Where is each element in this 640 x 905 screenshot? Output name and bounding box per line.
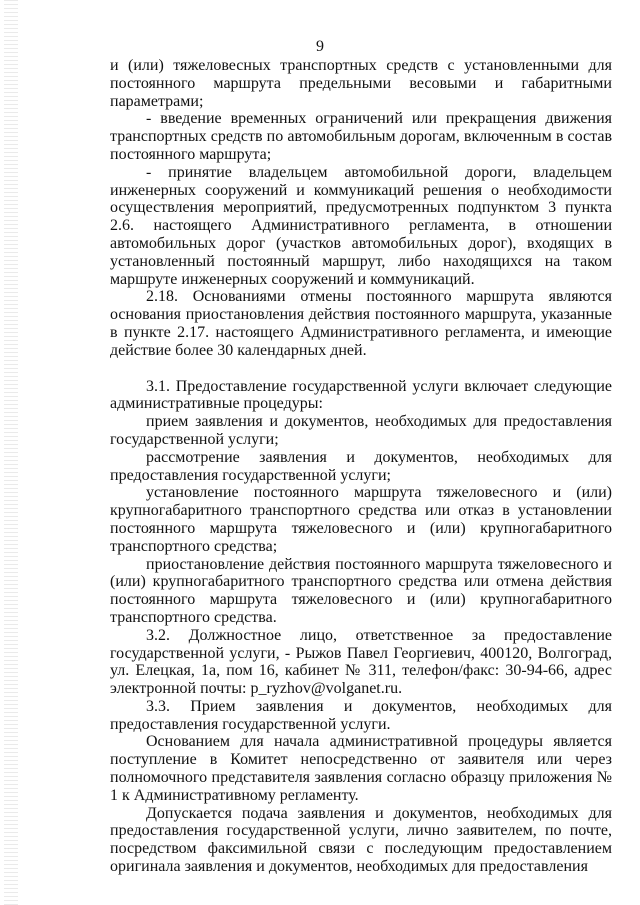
document-body xyxy=(110,57,612,876)
paragraph-3: - принятие владельцем автомобильной дороги, владельцем инженерных сооружений и коммуникаций решения о необходимости осуществления мероприятий, предусмотренных подпунктом 3 пункта 2.6. настоящего Административного регламента, в отношении автомобильных дорог (участков автомобильных дорог), входящих в установленный постоянный маршрут, либо находящихся на таком маршруте инженерных сооружений и коммуникаций. xyxy=(110,163,612,288)
paragraph-12: Основанием для начала административной процедуры является поступление в Комитет непосредственно от заявителя или через полномочного представителя заявления согласно образцу приложения № 1 к Административному регламенту. xyxy=(110,733,612,804)
paragraph-4: 2.18. Основаниями отмены постоянного маршрута являются основания приостановления действия постоянного маршрута, указанные в пункте 2.17. настоящего Административного регламента, и имеющие действие более 30 календарных дней. xyxy=(110,288,612,359)
paragraph-10: 3.2. Должностное лицо, ответственное за предоставление государственной услуги, - Рыжов Павел Георгиевич, 400120, Волгоград, ул. Елецкая, 1а, пом 16, кабинет № 311, телефон/факс: 30-94-66, адрес электронной почты: p_ryzhov@volganet.ru. xyxy=(110,626,612,698)
binding-edge xyxy=(4,0,18,905)
paragraph-1: и (или) тяжеловесных транспортных средств с установленными для постоянного маршрута предельными весовыми и габаритными параметрами; xyxy=(110,57,612,110)
paragraph-2: - введение временных ограничений или прекращения движения транспортных средств по автомобильным дорогам, включенным в состав постоянного маршрута; xyxy=(110,110,612,163)
paragraph-11: 3.3. Прием заявления и документов, необходимых для предоставления государственной услуги. xyxy=(110,697,612,733)
paragraph-8: установление постоянного маршрута тяжеловесного и (или) крупногабаритного транспортного средства или отказ в установлении постоянного маршрута тяжеловесного и (или) крупногабаритного транспортного средства; xyxy=(110,484,612,555)
paragraph-5: 3.1. Предоставление государственной услуги включает следующие административные процедуры: xyxy=(110,377,612,413)
paragraph-13: Допускается подача заявления и документов, необходимых для предоставления государственной услуги, лично заявителем, по почте, посредством факсимильной связи с последующим предоставлением оригинала заявления и документов, необходимых для предоставления xyxy=(110,804,612,876)
page-number: 9 xyxy=(316,38,324,55)
paragraph-9: приостановление действия постоянного маршрута тяжеловесного и (или) крупногабаритного транспортного средства или отмена действия постоянного маршрута тяжеловесного и (или) крупногабаритного транспортного средства. xyxy=(110,555,612,626)
paragraph-7: рассмотрение заявления и документов, необходимых для предоставления государственной услуги; xyxy=(110,448,612,484)
paragraph-6: прием заявления и документов, необходимых для предоставления государственной услуги; xyxy=(110,413,612,448)
